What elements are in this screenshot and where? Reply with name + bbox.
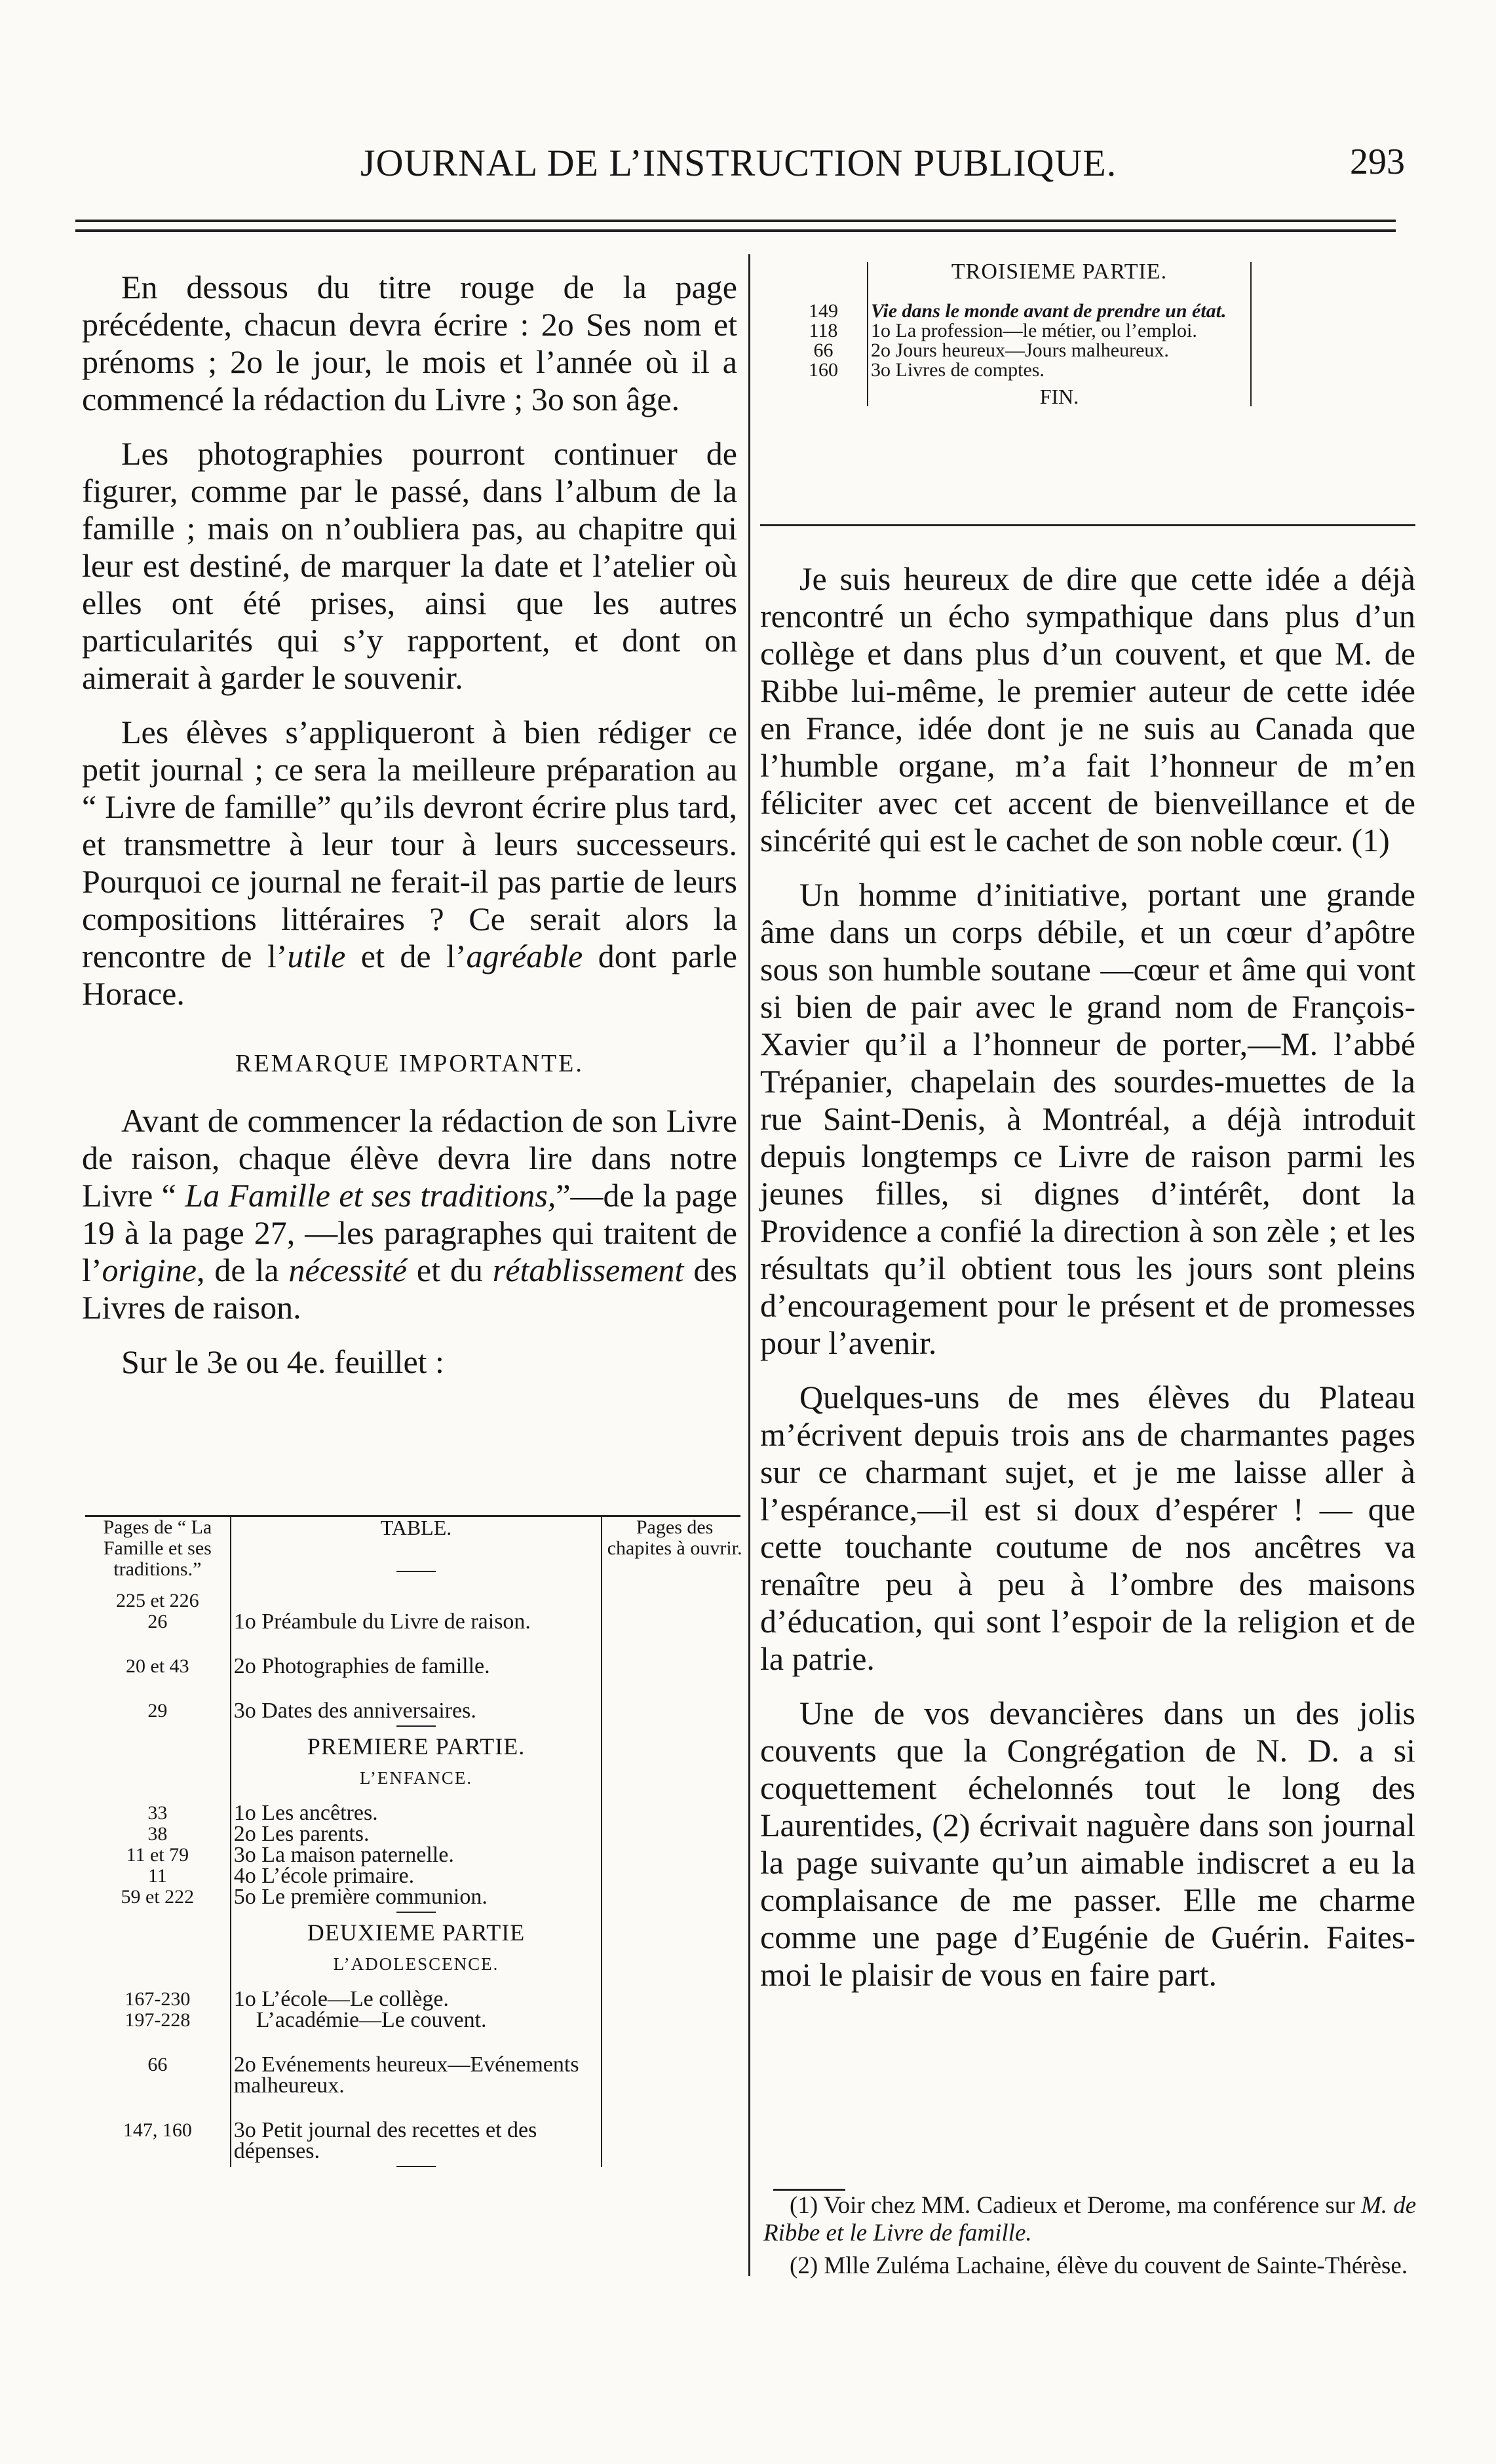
part1-subtitle: L’ENFANCE. [231, 1762, 602, 1803]
empty-cell [85, 1762, 231, 1803]
italic-necessite: nécessité [288, 1252, 407, 1288]
empty-cell [602, 1913, 747, 1948]
pages-cell: 26 [85, 1611, 231, 1632]
entry-cell [231, 1701, 602, 1727]
pages-cell: 225 et 226 [85, 1590, 231, 1611]
table-row [85, 1701, 747, 1727]
table-row [85, 1590, 747, 1611]
troisieme-table [780, 262, 1252, 406]
entry-cell: 2o Les parents. [231, 1824, 602, 1845]
empty-cell [602, 2054, 747, 2096]
right-paragraph-3: Quelques-uns de mes élèves du Plateau m’écrivent depuis trois ans de charmantes pages sur ce charmant sujet, et je me laisse aller à l’espérance,—il est si doux d’espérer ! — que cette touchante coutume de nos ancêtres va renaître peu à peu à l’ombre des maisons d’éducation, qui sont l’espoir de la religion et de la patrie. [760, 1379, 1415, 1677]
empty-cell [602, 2120, 747, 2167]
entry-cell [231, 1887, 602, 1913]
empty-cell [602, 1803, 747, 1824]
empty-cell [85, 2031, 231, 2054]
italic-retablissement: rétablissement [492, 1252, 684, 1288]
entry-cell [231, 2120, 602, 2167]
table-row [85, 2054, 747, 2096]
column-divider [748, 254, 750, 2276]
pages-cell: 59 et 222 [85, 1887, 231, 1913]
right-paragraph-4: Une de vos devancières dans un des jolis couvents que la Congrégation de N. D. a si coquettement échelonnés tout le long des Laurentides, (2) écrivait naguère dans son journal la page suivante qu’un aimable indiscret a eu la complaisance de me passer. Elle me charme comme une page d’Eugénie de Guérin. Faites-moi le plaisir de vous en faire part. [760, 1695, 1415, 1993]
pages-cell: 118 [809, 320, 838, 341]
part-sub-row [85, 1948, 747, 1989]
empty-cell [602, 1656, 747, 1677]
table-header-pages: Pages de “ La Famille et ses traditions.” [85, 1517, 231, 1590]
empty-cell [231, 2096, 602, 2120]
fin-row [780, 380, 1251, 406]
footnote-2: (2) Mlle Zuléma Lachaine, élève du couvent de Sainte-Thérèse. [790, 2252, 1408, 2279]
text-span: Les élèves s’appliqueront à bien rédiger ce petit journal ; ce sera la meilleure préparation au “ Livre de famille” qu’ils devront écrire plus tard, et transmettre à leur tour à leurs successeurs. Pourquoi ce journal ne ferait-il pas partie de leurs compositions littéraires ? Ce serait alors la rencontre de l’ [82, 714, 737, 974]
pages-cell: 147, 160 [85, 2120, 231, 2167]
table-row [85, 2120, 747, 2167]
empty-cell [85, 1632, 231, 1656]
empty-cell [602, 1590, 747, 1611]
text-span: et de l’ [345, 938, 467, 974]
text-span: des Livres de raison. [82, 1252, 737, 1326]
text-span: et du [406, 1252, 493, 1288]
text-span: ”—de la page 19 à la page 27, —les paragraphes qui traitent de l’ [82, 1177, 738, 1288]
left-column [82, 269, 737, 1381]
feuillet-line: Sur le 3e ou 4e. feuillet : [121, 1343, 444, 1380]
pages-cell: 11 et 79 [85, 1845, 231, 1866]
table-row [85, 1866, 747, 1887]
empty-cell [780, 262, 868, 301]
entry-cell: 3o La maison paternelle. [231, 1845, 602, 1866]
table-gap [85, 2031, 747, 2054]
empty-cell [602, 1866, 747, 1887]
empty-cell [602, 1632, 747, 1656]
table-row [85, 2010, 747, 2031]
empty-cell [602, 1701, 747, 1727]
entry-cell: 1o La profession—le métier, ou l’emploi. [868, 321, 1251, 341]
table-row [780, 321, 1251, 341]
table-gap [85, 1677, 747, 1701]
part1-title: PREMIERE PARTIE. [231, 1727, 602, 1762]
empty-cell [231, 1632, 602, 1656]
empty-cell [231, 1677, 602, 1701]
pages-cell: 197-228 [85, 2010, 231, 2031]
table-of-contents [85, 1517, 747, 2167]
entry-cell: 1o Préambule du Livre de raison. [231, 1611, 602, 1632]
remarque-title: REMARQUE IMPORTANTE. [235, 1050, 584, 1077]
empty-cell [85, 1677, 231, 1701]
empty-cell [602, 1762, 747, 1803]
table-row [85, 1611, 747, 1632]
fin-label: FIN. [1039, 385, 1079, 408]
table-header-chapters: Pages des chapites à ouvrir. [607, 1516, 742, 1559]
table-row [85, 1803, 747, 1824]
pages-cell: 38 [85, 1824, 231, 1845]
table-row [85, 1845, 747, 1866]
empty-cell [602, 1611, 747, 1632]
text-span: Avant de commencer la rédaction de son Livre de raison, chaque élève devra lire dans notre Livre “ [82, 1102, 737, 1214]
footnote-1-italic: M. de Ribbe et le Livre de famille. [763, 2192, 1417, 2246]
running-title: JOURNAL DE L’INSTRUCTION PUBLIQUE. [360, 142, 1117, 184]
pages-cell: 167-230 [85, 1989, 231, 2010]
troisieme-title: TROISIEME PARTIE. [951, 260, 1168, 284]
table-row [85, 1656, 747, 1677]
italic-agreable: agréable [466, 938, 583, 974]
italic-origine: origine [102, 1252, 197, 1288]
pages-cell: 29 [85, 1701, 231, 1727]
pages-cell: 33 [85, 1803, 231, 1824]
table-header-title [231, 1517, 602, 1590]
right-paragraph-1: Je suis heureux de dire que cette idée a déjà rencontré un écho sympathique dans plus d’un collège et dans plus d’un couvent, et que M. de Ribbe lui-même, le premier auteur de cette idée en France, idée dont je ne suis au Canada que l’humble organe, m’a fait l’honneur de m’en féliciter avec cet accent de bienveillance et de sincérité qui est le cachet de son noble cœur. (1) [760, 560, 1415, 858]
table-row [780, 341, 1251, 360]
right-column [760, 560, 1415, 2011]
part-title-row [85, 1913, 747, 1948]
left-paragraph-4 [82, 1102, 737, 1326]
header-rule-top [75, 220, 1396, 222]
empty-cell [602, 1948, 747, 1989]
footnote-1 [763, 2192, 1419, 2247]
entry-text: 5o Le première communion. [233, 1885, 488, 1909]
empty-cell [602, 2010, 747, 2031]
italic-utile: utile [287, 938, 346, 974]
empty-cell [602, 1824, 747, 1845]
table-row [780, 360, 1251, 380]
entry-cell [231, 1590, 602, 1611]
empty-cell [602, 1677, 747, 1701]
text-span: dont parle Horace. [82, 938, 737, 1012]
left-paragraph-1: En dessous du titre rouge de la page précédente, chacun devra écrire : 2o Ses nom et prénoms ; 2o le jour, le mois et l’année où il a commencé la rédaction du Livre ; 3o son âge. [82, 269, 737, 417]
entry-text: 3o Dates des anniversaires. [233, 1699, 476, 1723]
empty-cell [602, 1845, 747, 1866]
entry-cell: 1o Les ancêtres. [231, 1803, 602, 1824]
pages-cell: 160 [809, 359, 838, 381]
table-row [85, 1887, 747, 1913]
entry-cell [868, 301, 1251, 321]
part-title-row [85, 1727, 747, 1762]
table-title: TABLE. [380, 1516, 452, 1539]
footnote-rule [773, 2189, 845, 2191]
table-header-row [85, 1517, 747, 1590]
dash-rule [396, 2166, 436, 2167]
table-row [85, 1989, 747, 2010]
page-number: 293 [1350, 142, 1405, 182]
empty-cell [602, 1989, 747, 2010]
footnotes [763, 2192, 1419, 2285]
empty-cell [602, 1887, 747, 1913]
footnote-1-text: (1) Voir chez MM. Cadieux et Derome, ma conférence sur [790, 2192, 1361, 2219]
dash-rule [396, 1571, 436, 1572]
pages-cell: 11 [85, 1866, 231, 1887]
empty-cell [602, 2096, 747, 2120]
entry-cell: L’académie—Le couvent. [231, 2010, 602, 2031]
left-paragraph-3 [82, 714, 737, 1012]
part-sub-row [85, 1762, 747, 1803]
pages-cell: 66 [85, 2054, 231, 2096]
empty-cell [85, 2096, 231, 2120]
pages-cell: 149 [809, 300, 838, 322]
left-paragraph-2: Les photographies pourront continuer de figurer, comme par le passé, dans l’album de la famille ; mais on n’oubliera pas, au chapitre qui leur est destiné, de marquer la date et l’atelier où elles ont été prises, ainsi que les autres particularités qui s’y rapportent, et dont on aimerait à garder le souvenir. [82, 435, 737, 696]
empty-cell [780, 380, 868, 406]
header-rule-bottom [75, 229, 1396, 232]
pages-cell: 20 et 43 [85, 1656, 231, 1677]
entry-cell: 4o L’école primaire. [231, 1866, 602, 1887]
right-paragraph-2: Un homme d’initiative, portant une grande âme dans un corps débile, et un cœur d’apôtre sous son humble soutane —cœur et âme qui vont si bien de pair avec le grand nom de François-Xavier qu’il a l’honneur de porter,—M. l’abbé Trépanier, chapelain des sourdes-muettes de la rue Saint-Denis, à Montréal, a déjà introduit depuis longtemps ce Livre de raison parmi les jeunes filles, si dignes d’intérêt, dont la Providence a confié la direction à son zèle ; et les résultats qu’il obtient tous les jours sont pleins d’encouragement pour le présent et de promesses pour l’avenir. [760, 876, 1415, 1361]
text-span: , de la [196, 1252, 289, 1288]
empty-cell [231, 2031, 602, 2054]
empty-cell [602, 2031, 747, 2054]
table-row [780, 301, 1251, 321]
entry-cell: 2o Evénements heureux—Evénements malheureux. [231, 2054, 602, 2096]
empty-cell [602, 1727, 747, 1762]
part2-title: DEUXIEME PARTIE [231, 1913, 602, 1948]
entry-text: Vie dans le monde avant de prendre un état. [871, 300, 1227, 322]
pages-cell: 66 [813, 339, 834, 361]
table-row [85, 1824, 747, 1845]
troisieme-bottom-rule [760, 524, 1415, 526]
entry-text: 3o Petit journal des recettes et des dépenses. [233, 2118, 537, 2163]
entry-cell: 3o Livres de comptes. [868, 360, 1251, 380]
troisieme-header-row [780, 262, 1251, 301]
empty-cell [85, 1948, 231, 1989]
table-gap [85, 1632, 747, 1656]
entry-cell: 1o L’école—Le collège. [231, 1989, 602, 2010]
empty-cell [85, 1727, 231, 1762]
fin-cell [868, 380, 1251, 406]
empty-cell [85, 1913, 231, 1948]
troisieme-title-cell [868, 262, 1251, 301]
italic-book-title: La Famille et ses traditions, [185, 1177, 556, 1214]
table-gap [85, 2096, 747, 2120]
entry-cell: 2o Photographies de famille. [231, 1656, 602, 1677]
part2-subtitle: L’ADOLESCENCE. [231, 1948, 602, 1989]
entry-cell: 2o Jours heureux—Jours malheureux. [868, 341, 1251, 360]
